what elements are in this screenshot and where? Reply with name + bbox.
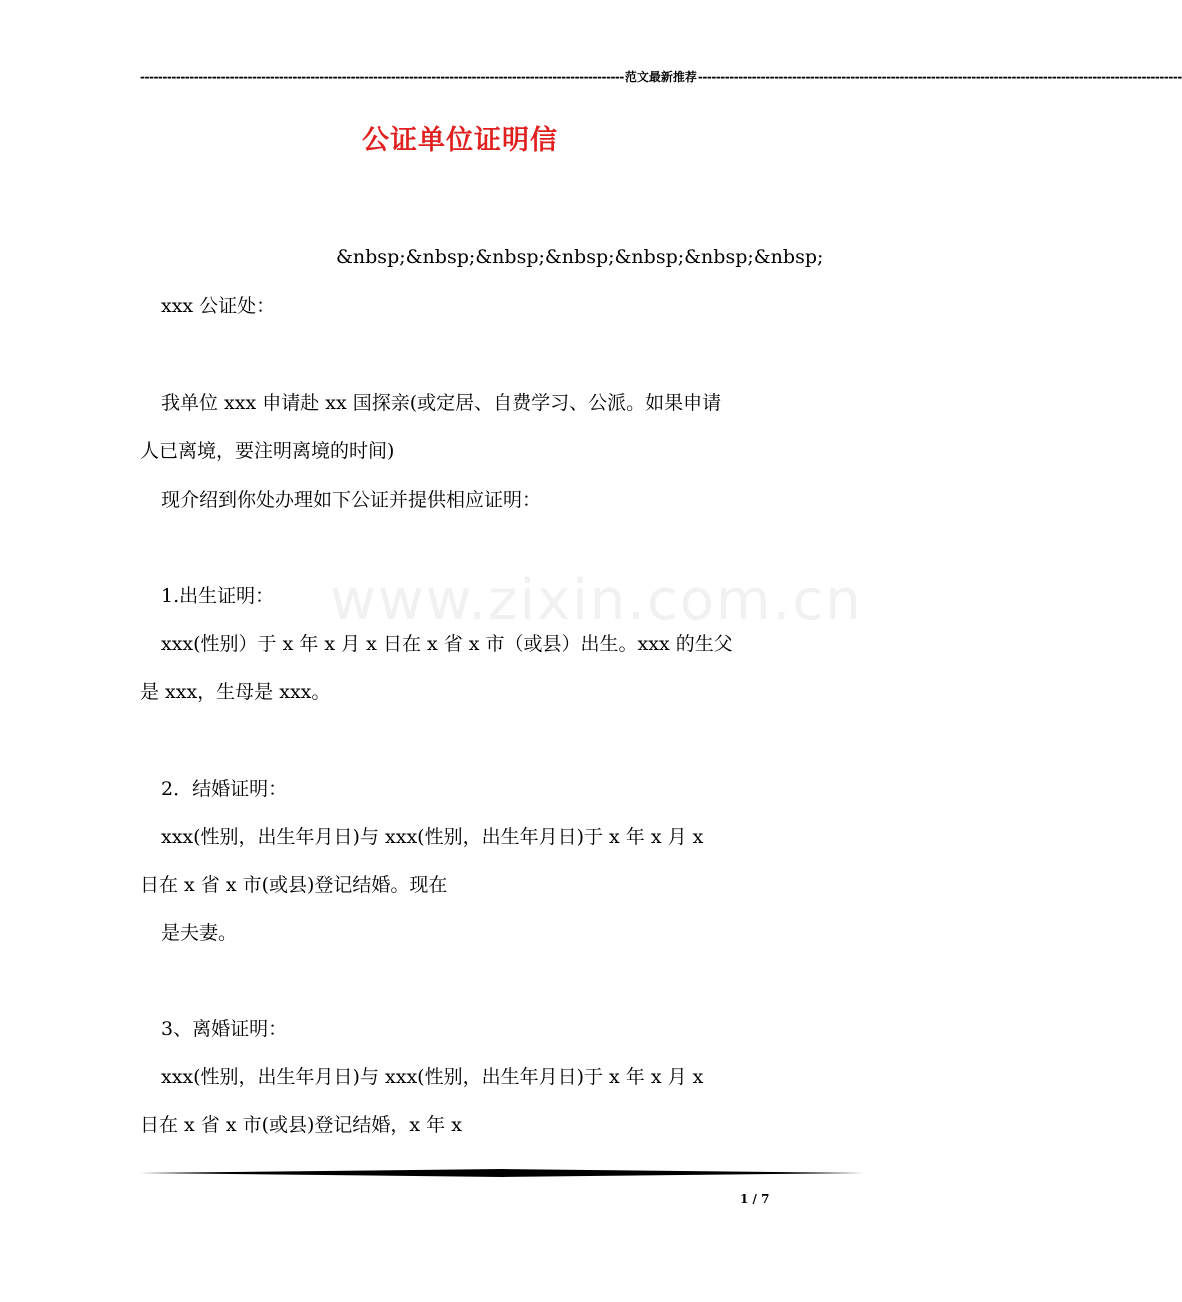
page-number: 1 / 7 <box>740 1192 770 1206</box>
header-label: 范文最新推荐 <box>624 70 697 84</box>
header-rule <box>140 68 1182 85</box>
item-3-heading: 3、离婚证明： <box>161 1018 288 1040</box>
item-3-line-2: 日在 x 省 x 市(或县)登记结婚，x 年 x <box>140 1114 462 1136</box>
header-dashes-left: ------------------------------------------------------------------------------------------------------------ <box>140 69 624 84</box>
item-3-line-1: xxx(性别，出生年月日)与 xxx(性别，出生年月日)于 x 年 x 月 x <box>161 1066 704 1088</box>
item-2-line-1: xxx(性别，出生年月日)与 xxx(性别，出生年月日)于 x 年 x 月 x <box>161 826 704 848</box>
nbsp-line: &nbsp;&nbsp;&nbsp;&nbsp;&nbsp;&nbsp;&nbsp; <box>336 246 824 268</box>
item-1-line-2: 是 xxx，生母是 xxx。 <box>140 681 331 703</box>
paragraph-1-line-2: 人已离境，要注明离境的时间) <box>140 440 395 462</box>
watermark: www.zixin.com.cn <box>330 568 863 633</box>
header-dashes-right: ------------------------------------------------------------------------------------------------------------ <box>697 69 1182 84</box>
paragraph-2: 现介绍到你处办理如下公证并提供相应证明： <box>161 489 542 511</box>
item-1-heading: 1.出生证明： <box>161 585 275 607</box>
document-title: 公证单位证明信 <box>362 125 558 156</box>
item-2-heading: 2．结婚证明： <box>161 778 288 800</box>
footer-divider <box>140 1168 864 1178</box>
paragraph-1-line-1: 我单位 xxx 申请赴 xx 国探亲(或定居、自费学习、公派。如果申请 <box>161 392 722 414</box>
item-2-line-3: 是夫妻。 <box>161 922 238 944</box>
item-2-line-2: 日在 x 省 x 市(或县)登记结婚。现在 <box>140 874 448 896</box>
item-1-line-1: xxx(性别）于 x 年 x 月 x 日在 x 省 x 市（或县）出生。xxx 的生父 <box>161 633 733 655</box>
salutation: xxx 公证处： <box>161 295 276 317</box>
